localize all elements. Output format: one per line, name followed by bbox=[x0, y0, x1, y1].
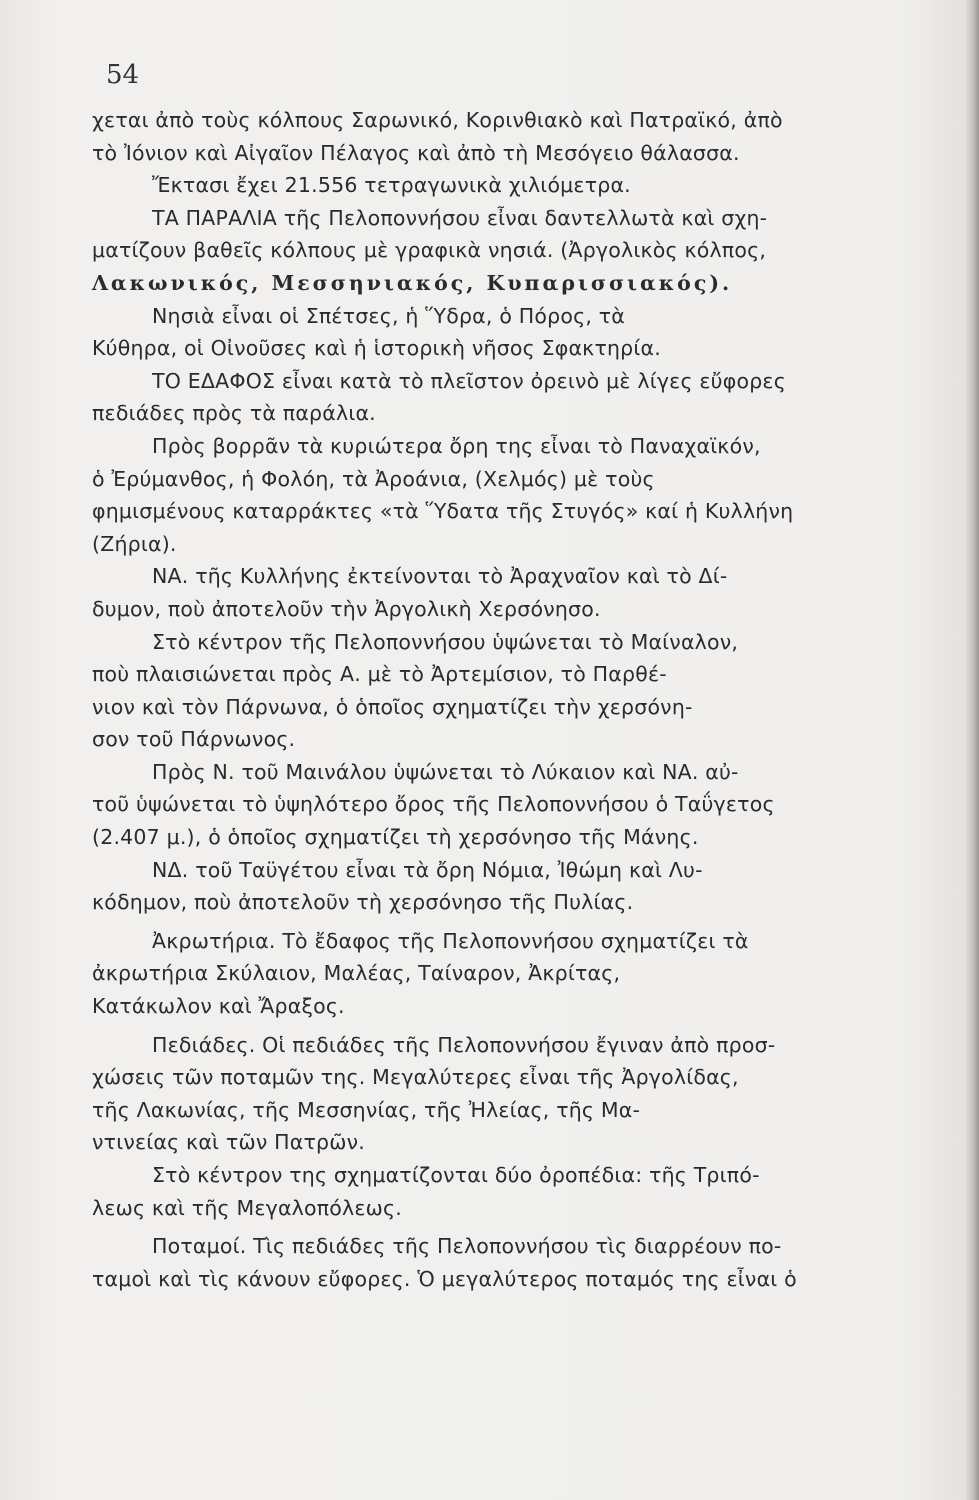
text-line: ἀκρωτήρια Σκύλαιον, Μαλέας, Ταίναρον, Ἀκρίτας, bbox=[92, 961, 621, 986]
section-heading-paralia: ΤΑ ΠΑΡΑΛΙΑ τῆς Πελοποννήσου εἶναι δαντελλωτὰ καὶ σχη- bbox=[152, 205, 768, 230]
text-line: τῆς Λακωνίας, τῆς Μεσσηνίας, τῆς Ἠλείας, τῆς Μα- bbox=[92, 1097, 641, 1122]
section-heading-edafos: ΤΟ ΕΔΑΦΟΣ εἶναι κατὰ τὸ πλεῖστον ὀρεινὸ μὲ λίγες εὔφορες bbox=[152, 368, 786, 393]
text-line: νιον καὶ τὸν Πάρνωνα, ὁ ὁποῖος σχηματίζει τὴν χερσόνη- bbox=[92, 694, 693, 719]
text-line: τὸ Ἰόνιον καὶ Αἰγαῖον Πέλαγος καὶ ἀπὸ τὴ Μεσόγειο θάλασσα. bbox=[92, 140, 740, 165]
text-line: (Ζήρια). bbox=[92, 531, 177, 556]
text-line: Λακωνικός, Μεσσηνιακός, Κυπαρισσιακός). bbox=[92, 270, 733, 295]
text-line: Πρὸς Ν. τοῦ Μαινάλου ὑψώνεται τὸ Λύκαιον καὶ ΝΑ. αὐ- bbox=[152, 759, 739, 784]
text-line: Κατάκωλον καὶ Ἄραξος. bbox=[92, 994, 345, 1019]
section-heading-nisia: Νησιὰ εἶναι οἱ Σπέτσες, ἡ Ὕδρα, ὁ Πόρος, τὰ bbox=[152, 303, 626, 328]
text-line: ΝΑ. τῆς Κυλλήνης ἐκτείνονται τὸ Ἀραχναῖον καὶ τὸ Δί- bbox=[152, 564, 728, 589]
text-line: χεται ἀπὸ τοὺς κόλπους Σαρωνικό, Κορινθιακὸ καὶ Πατραϊκό, ἀπὸ bbox=[92, 108, 783, 132]
text-line: ὁ Ἐρύμανθος, ἡ Φολόη, τὰ Ἀροάνια, (Χελμός) μὲ τοὺς bbox=[92, 466, 655, 491]
body-text bbox=[92, 104, 877, 1295]
text-line: χώσεις τῶν ποταμῶν της. Μεγαλύτερες εἶναι τῆς Ἀργολίδας, bbox=[92, 1065, 739, 1090]
page-edge-shadow bbox=[965, 0, 979, 1500]
text-line: Ἔκτασι ἔχει 21.556 τετραγωνικὰ χιλιόμετρα. bbox=[152, 173, 631, 198]
text-line: φημισμένους καταρράκτες «τὰ Ὕδατα τῆς Στυγός» καί ἡ Κυλλήνη bbox=[92, 499, 794, 524]
text-line: (2.407 μ.), ὁ ὁποῖος σχηματίζει τὴ χερσόνησο τῆς Μάνης. bbox=[92, 825, 699, 850]
text-line: Στὸ κέντρον τῆς Πελοποννήσου ὑψώνεται τὸ Μαίναλον, bbox=[152, 629, 739, 654]
text-line: Στὸ κέντρον της σχηματίζονται δύο ὀροπέδια: τῆς Τριπό- bbox=[152, 1163, 760, 1187]
text-line: δυμον, ποὺ ἀποτελοῦν τὴν Ἀργολικὴ Χερσόνησο. bbox=[92, 596, 601, 621]
text-line: σον τοῦ Πάρνωνος. bbox=[92, 727, 296, 752]
text-line: Κύθηρα, οἱ Οἰνοῦσες καὶ ἡ ἱστορικὴ νῆσος Σφακτηρία. bbox=[92, 336, 661, 361]
section-heading-potamoi: Ποταμοί. Τὶς πεδιάδες τῆς Πελοποννήσου τὶς διαρρέουν πο- bbox=[152, 1234, 782, 1259]
text-line: ποὺ πλαισιώνεται πρὸς Α. μὲ τὸ Ἀρτεμίσιον, τὸ Παρθέ- bbox=[92, 662, 667, 687]
section-heading-akrotiria: Ἀκρωτήρια. Τὸ ἔδαφος τῆς Πελοποννήσου σχηματίζει τὰ bbox=[152, 928, 749, 953]
page-number: 54 bbox=[106, 60, 140, 90]
text-line: ΝΔ. τοῦ Ταϋγέτου εἶναι τὰ ὄρη Νόμια, Ἰθώμη καὶ Λυ- bbox=[152, 857, 703, 882]
text-line: πεδιάδες πρὸς τὰ παράλια. bbox=[92, 401, 376, 426]
text-line: κόδημον, ποὺ ἀποτελοῦν τὴ χερσόνησο τῆς Πυλίας. bbox=[92, 890, 634, 915]
section-heading-pediades: Πεδιάδες. Οἱ πεδιάδες τῆς Πελοποννήσου ἔγιναν ἀπὸ προσ- bbox=[152, 1032, 776, 1057]
text-line: Πρὸς βορρᾶν τὰ κυριώτερα ὄρη της εἶναι τὸ Παναχαϊκόν, bbox=[152, 433, 761, 458]
text-line: ταμοὶ καὶ τὶς κάνουν εὔφορες. Ὁ μεγαλύτερος ποταμός της εἶναι ὁ bbox=[92, 1266, 797, 1291]
text-line: ματίζουν βαθεῖς κόλπους μὲ γραφικὰ νησιά. (Ἀργολικὸς κόλπος, bbox=[92, 238, 767, 263]
text-line: λεως καὶ τῆς Μεγαλοπόλεως. bbox=[92, 1195, 402, 1220]
text-line: τοῦ ὑψώνεται τὸ ὑψηλότερο ὄρος τῆς Πελοποννήσου ὁ Ταΰγετος bbox=[92, 792, 775, 817]
text-line: ντινείας καὶ τῶν Πατρῶν. bbox=[92, 1130, 366, 1155]
